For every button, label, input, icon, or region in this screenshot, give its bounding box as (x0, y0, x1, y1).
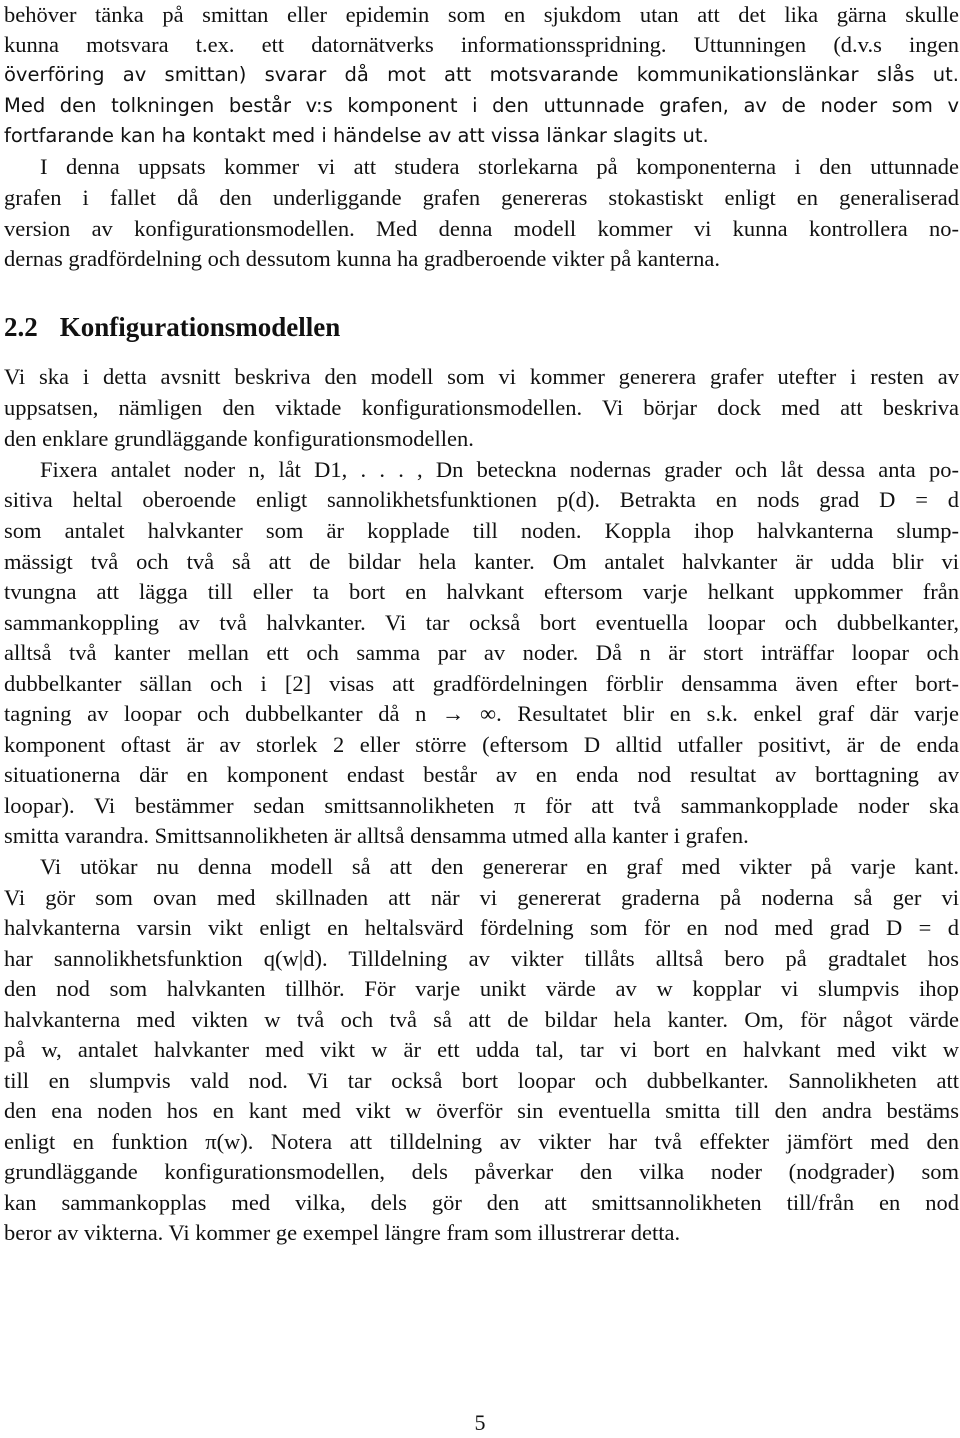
body-line: dubbelkanter sällan och i [2] visas att gradfördelningen förblir densamma även efter bort- (4, 671, 959, 696)
intro-line: behöver tänka på smittan eller epidemin som en sjukdom utan att det lika gärna skulle (4, 2, 959, 27)
body-line: den enklare grundläggande konfigurationsmodellen. (4, 426, 474, 451)
section-number: 2.2 (4, 312, 38, 342)
body-line: tagning av loopar och dubbelkanter då n → ∞. Resultatet blir en s.k. enkel graf där varje (4, 701, 959, 726)
body-line: på w, antalet halvkanter med vikt w är ett udda tal, tar vi bort en halvkant med vikt w (4, 1037, 959, 1062)
body-line: smitta varandra. Smittsannolikheten är alltså densamma utmed alla kanter i grafen. (4, 823, 749, 848)
intro-line: version av konfigurationsmodellen. Med denna modell kommer vi kunna kontrollera no- (4, 216, 959, 241)
section-heading (4, 312, 340, 342)
body-line: halvkanterna med vikten w två och två så att de bildar hela kanter. Om, för något värde (4, 1007, 959, 1032)
body-line: loopar). Vi bestämmer sedan smittsannolikheten π för att två sammankopplade noder ska (4, 793, 959, 818)
body-line: Vi ska i detta avsnitt beskriva den modell som vi kommer generera grafer utefter i resten av (4, 364, 959, 389)
body-line: Fixera antalet noder n, låt D1, . . . , Dn beteckna nodernas grader och låt dessa anta po- (40, 457, 959, 482)
body-line: sitiva heltal oberoende enligt sannolikhetsfunktionen p(d). Betrakta en nods grad D = d (4, 487, 959, 512)
body-line: halvkanterna varsin vikt enligt en heltalsvärd fördelning som för en nod med grad D = d (4, 915, 959, 940)
body-line: till en slumpvis vald nod. Vi tar också bort loopar och dubbelkanter. Sannolikheten att (4, 1068, 959, 1093)
body-line: den ena noden hos en kant med vikt w överför sin eventuella smitta till den andra bestäms (4, 1098, 959, 1123)
body-line: tvungna att lägga till eller ta bort en halvkant eftersom varje helkant uppkommer från (4, 579, 959, 604)
body-line: enligt en funktion π(w). Notera att tilldelning av vikter har två effekter jämfört med den (4, 1129, 959, 1154)
intro-line: kunna motsvara t.ex. ett datornätverks informationsspridning. Uttunningen (d.v.s ingen (4, 32, 959, 57)
body-line: komponent oftast är av storlek 2 eller större (eftersom D alltid utfaller positivt, är de enda (4, 732, 959, 757)
intro-line: Med den tolkningen består v:s komponent i den uttunnade grafen, av de noder som v (4, 94, 959, 117)
body-line: sammankoppling av två halvkanter. Vi tar också bort eventuella loopar och dubbelkanter, (4, 610, 959, 635)
body-line: Vi utökar nu denna modell så att den genererar en graf med vikter på varje kant. (40, 854, 959, 879)
body-line: beror av vikterna. Vi kommer ge exempel längre fram som illustrerar detta. (4, 1220, 681, 1245)
body-line: situationerna där en komponent endast består av en enda nod resultat av borttagning av (4, 762, 959, 787)
intro-line: I denna uppsats kommer vi att studera storlekarna på komponenterna i den uttunnade (40, 154, 959, 179)
body-line: alltså två kanter mellan ett och samma par av noder. Då n är stort inträffar loopar och (4, 640, 959, 665)
section-title: Konfigurationsmodellen (59, 312, 341, 342)
intro-line: överföring av smittan) svarar då mot att motsvarande kommunikationslänkar slås ut. (4, 63, 959, 86)
intro-line: dernas gradfördelning och dessutom kunna ha gradberoende vikter på kanterna. (4, 246, 720, 271)
body-line: som antalet halvkanter som är kopplade till noden. Koppla ihop halvkanterna slump- (4, 518, 959, 543)
body-line: har sannolikhetsfunktion q(w|d). Tilldelning av vikter tillåts alltså bero på gradtalet hos (4, 946, 959, 971)
page-number: 5 (474, 1410, 486, 1435)
body-line: uppsatsen, nämligen den viktade konfigurationsmodellen. Vi börjar dock med att beskriva (4, 395, 959, 420)
body-line: Vi gör som ovan med skillnaden att när vi genererat graderna på noderna så ger vi (4, 885, 959, 910)
body-line: den nod som halvkanten tillhör. För varje unikt värde av w kopplar vi slumpvis ihop (4, 976, 959, 1001)
body-line: mässigt två och två så att de bildar hela kanter. Om antalet halvkanter är udda blir vi (4, 549, 959, 574)
intro-line: grafen i fallet då den underliggande grafen genereras stokastiskt enligt en generaliserad (4, 185, 959, 210)
intro-line: fortfarande kan ha kontakt med i händelse av att vissa länkar slagits ut. (4, 124, 709, 147)
body-line: grundläggande konfigurationsmodellen, dels påverkar den vilka noder (nodgrader) som (4, 1159, 959, 1184)
body-line: kan sammankopplas med vilka, dels gör den att smittsannolikheten till/från en nod (4, 1190, 959, 1215)
